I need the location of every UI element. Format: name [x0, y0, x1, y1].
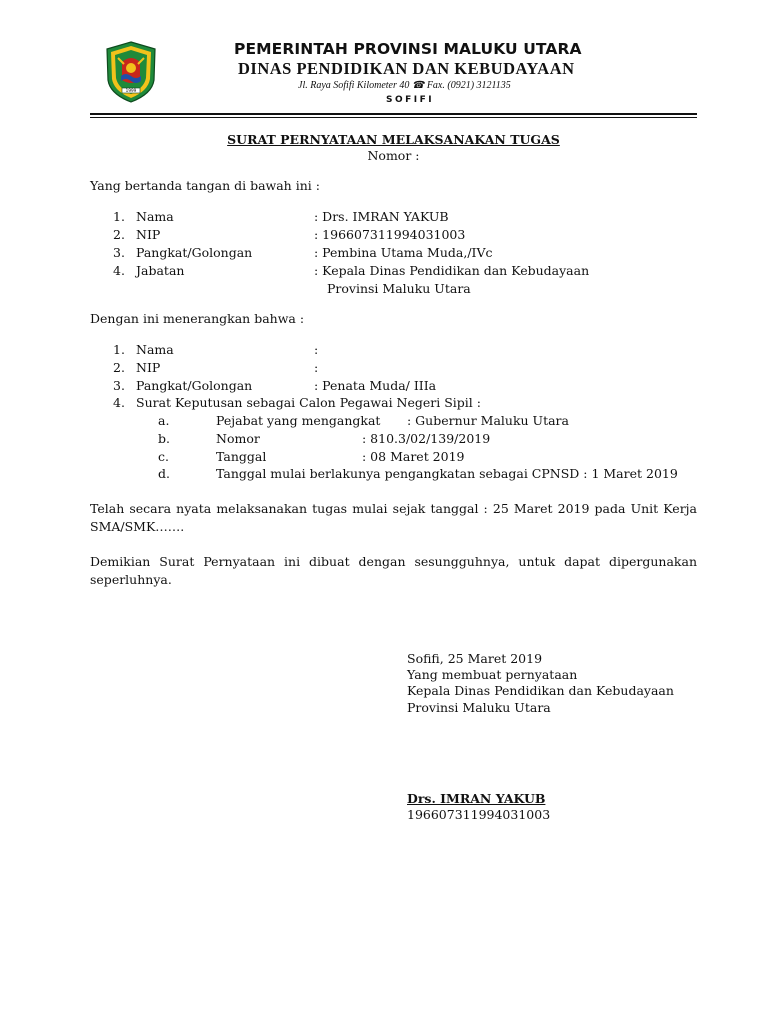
subject-num: 3.	[113, 378, 125, 393]
sk-letter: a.	[158, 413, 170, 428]
subject-num: 2.	[113, 360, 125, 375]
signature-nip: 196607311994031003	[407, 807, 551, 822]
subject-value: :	[314, 342, 319, 357]
signer-value: : Pembina Utama Muda,/IVc	[314, 245, 493, 260]
sk-label: Tanggal mulai berlakunya pengangkatan sebagai CPNSD : 1 Maret 2019	[216, 466, 678, 481]
signer-label: NIP	[136, 227, 161, 242]
subject-value: :	[314, 360, 319, 375]
closing-paragraph: Demikian Surat Pernyataan ini dibuat dengan sesungguhnya, untuk dapat dipergunakan seperluhnya.	[90, 554, 697, 587]
sk-label: Pejabat yang mengangkat	[216, 413, 381, 428]
subject-value: : Penata Muda/ IIIa	[314, 378, 437, 393]
assignment-paragraph: Telah secara nyata melaksanakan tugas mulai sejak tanggal : 25 Maret 2019 pada Unit Kerja SMA/SMK…….	[90, 501, 697, 534]
subject-num: 1.	[113, 342, 125, 357]
sk-value: : 08 Maret 2019	[362, 449, 465, 464]
signer-label: Nama	[136, 209, 174, 224]
signer-value: : 196607311994031003	[314, 227, 466, 242]
letterhead-agency: DINAS PENDIDIKAN DAN KEBUDAYAAN	[238, 59, 575, 78]
subject-label: Pangkat/Golongan	[136, 378, 253, 393]
sk-letter: b.	[158, 431, 170, 446]
subject-num: 4.	[113, 395, 125, 410]
sk-label: Tanggal	[216, 449, 267, 464]
signer-jabatan-continued: Provinsi Maluku Utara	[327, 281, 471, 296]
signer-num: 4.	[113, 263, 125, 278]
document-number: Nomor :	[367, 148, 420, 163]
signature-position: Kepala Dinas Pendidikan dan Kebudayaan	[407, 683, 674, 698]
signer-label: Pangkat/Golongan	[136, 245, 253, 260]
signature-name: Drs. IMRAN YAKUB	[407, 791, 546, 806]
signer-value: : Kepala Dinas Pendidikan dan Kebudayaan	[314, 263, 590, 278]
document-title: SURAT PERNYATAAN MELAKSANAKAN TUGAS	[227, 132, 560, 147]
letterhead-rule-thick	[90, 113, 697, 115]
signer-value: : Drs. IMRAN YAKUB	[314, 209, 449, 224]
sk-letter: d.	[158, 466, 170, 481]
signer-num: 3.	[113, 245, 125, 260]
signer-label: Jabatan	[136, 263, 185, 278]
signer-num: 1.	[113, 209, 125, 224]
sk-value: : Gubernur Maluku Utara	[407, 413, 569, 428]
provincial-emblem-icon	[104, 40, 158, 104]
signature-place-date: Sofifi, 25 Maret 2019	[407, 651, 543, 666]
signature-maker: Yang membuat pernyataan	[407, 667, 578, 682]
letterhead-address: Jl. Raya Sofifi Kilometer 40 ☎ Fax. (0921) 3121135	[298, 80, 511, 91]
letterhead-government: PEMERINTAH PROVINSI MALUKU UTARA	[234, 40, 582, 58]
emblem-year-text: 1999	[125, 88, 137, 94]
subject-label: NIP	[136, 360, 161, 375]
subject-label: Nama	[136, 342, 174, 357]
sk-value: : 810.3/02/139/2019	[362, 431, 491, 446]
letterhead-city: SOFIFI	[386, 95, 435, 105]
letterhead-rule-thin	[90, 117, 697, 118]
intro-text: Yang bertanda tangan di bawah ini :	[90, 178, 320, 193]
sk-label: Nomor	[216, 431, 260, 446]
subject-label: Surat Keputusan sebagai Calon Pegawai Negeri Sipil :	[136, 395, 481, 410]
declare-text: Dengan ini menerangkan bahwa :	[90, 311, 305, 326]
sk-letter: c.	[158, 449, 169, 464]
signature-position-continued: Provinsi Maluku Utara	[407, 700, 551, 715]
signer-num: 2.	[113, 227, 125, 242]
